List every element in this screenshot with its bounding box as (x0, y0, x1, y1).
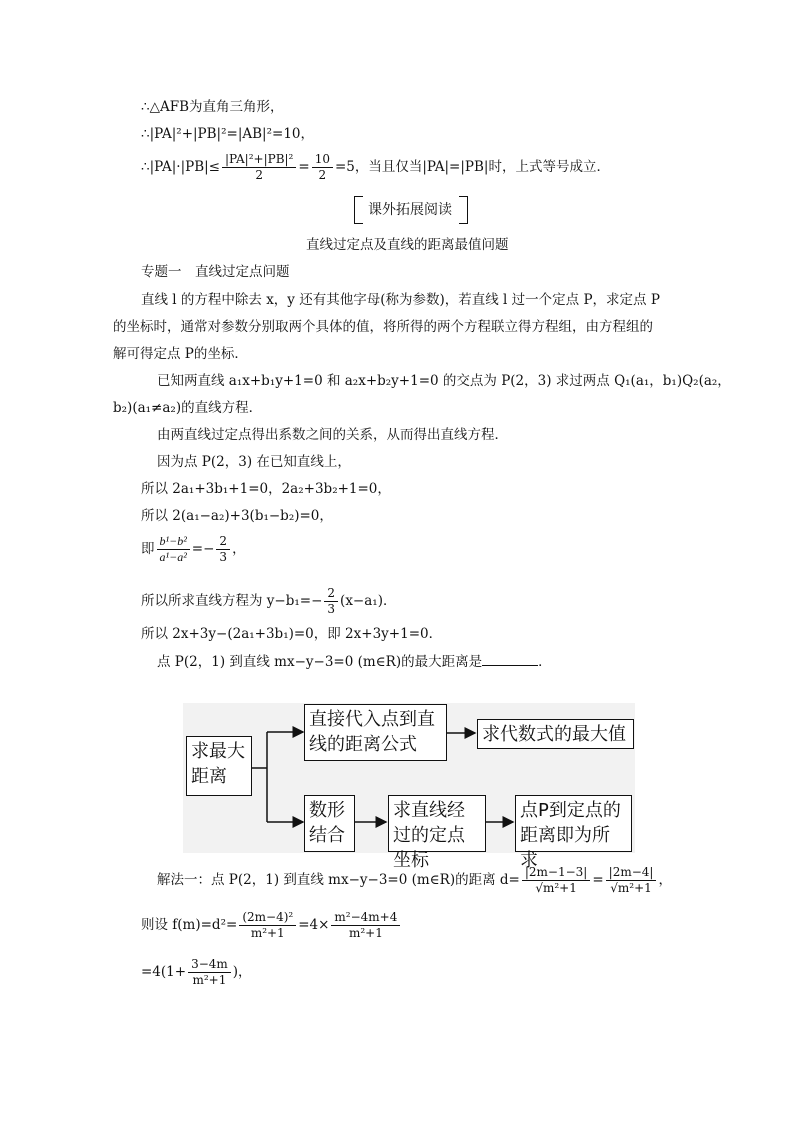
flow-start-box: 求最大距离 (186, 736, 252, 796)
ineq-equals: = (298, 159, 310, 175)
function-num-1: (2m−4)² (239, 910, 296, 926)
extension-reading-label (354, 196, 468, 224)
simplified-num: 3−4m (188, 957, 231, 973)
example-line-1: 已知两直线 a₁x+b₁y+1=0 和 a₂x+b₂y+1=0 的交点为 P(2，3) 求过两点 Q₁(a₁，b₁)Q₂(a₂， (157, 373, 731, 389)
ineq-prefix: ∴|PA|·|PB|≤ (141, 159, 220, 175)
flow-fixed-point-box: 求直线经过的定点坐标 (388, 795, 486, 852)
step4-fraction-2 (216, 534, 230, 565)
distance-den-2: √m²+1 (610, 881, 652, 895)
distance-equals: = (592, 872, 604, 888)
step5-suffix: (x−a₁)． (340, 593, 397, 609)
step5-den: 3 (327, 602, 336, 616)
simplified-line (141, 954, 252, 990)
line-triangle: ∴△AFB为直角三角形， (141, 99, 284, 115)
distance-num-1: |2m−1−3| (522, 865, 590, 881)
solution-step-2: 所以 2a₁+3b₁+1=0，2a₂+3b₂+1=0， (141, 481, 391, 497)
function-equals: =4× (298, 917, 330, 933)
paragraph-line-2: 的坐标时，通常对参数分别取两个具体的值，将所得的两个方程联立得方程组，由方程组的 (113, 319, 653, 335)
step5-num: 2 (324, 586, 338, 602)
distance-den-1: √m²+1 (535, 881, 577, 895)
line-inequality (141, 150, 610, 184)
ineq-fraction-2 (312, 152, 333, 183)
topic-heading: 专题一 直线过定点问题 (141, 264, 290, 280)
right-bracket (459, 196, 468, 224)
ineq-den-2: 2 (318, 168, 327, 182)
simplified-den: m²+1 (192, 973, 227, 987)
method-one-prefix: 解法一：点 P(2，1) 到直线 mx−y−3=0 (m∈R)的距离 d= (157, 872, 520, 888)
function-fraction-2 (331, 910, 400, 941)
question-text: 点 P(2，1) 到直线 mx−y−3=0 (m∈R)的最大距离是 (157, 654, 483, 670)
distance-num-2: |2m−4| (606, 865, 657, 881)
flow-direct-formula-box: 直接代入点到直线的距离公式 (304, 704, 447, 761)
step5-prefix: 所以所求直线方程为 y−b₁=− (141, 593, 323, 609)
question-line (157, 651, 552, 672)
step4-den-2: 3 (219, 550, 228, 564)
flow-distance-box: 点P到定点的距离即为所求 (515, 795, 632, 852)
method-one-suffix: ， (658, 872, 672, 888)
function-den-1: m²+1 (250, 926, 285, 940)
section-title: 直线过定点及直线的距离最值问题 (306, 237, 509, 253)
function-fraction-1 (239, 910, 296, 941)
function-line (141, 907, 402, 943)
left-bracket (354, 196, 363, 224)
function-den-2: m²+1 (348, 926, 383, 940)
simplified-fraction (188, 957, 231, 988)
simplified-prefix: =4(1+ (141, 964, 187, 980)
ineq-num-1: |PA|²+|PB|² (222, 152, 296, 168)
solution-step-4 (141, 532, 246, 566)
solution-step-1: 因为点 P(2，3) 在已知直线上， (157, 454, 351, 470)
ineq-num-2: 10 (312, 152, 333, 168)
step4-num-2: 2 (216, 534, 230, 550)
extension-reading-text: 课外拓展阅读 (368, 202, 452, 218)
solution-step-6: 所以 2x+3y−(2a₁+3b₁)=0，即 2x+3y+1=0． (141, 626, 443, 642)
distance-fraction-1 (522, 865, 590, 896)
distance-fraction-2 (606, 865, 657, 896)
flow-max-value-box: 求代数式的最大值 (477, 719, 634, 749)
step4-suffix: ， (232, 541, 246, 557)
flow-geometry-box: 数形结合 (304, 795, 355, 852)
ineq-fraction-1 (222, 152, 296, 183)
solution-flowchart (183, 703, 635, 871)
ineq-suffix: =5，当且仅当|PA|=|PB|时，上式等号成立． (334, 159, 610, 175)
step5-fraction (324, 586, 338, 617)
line-pythagoras: ∴|PA|²+|PB|²=|AB|²=10， (141, 126, 314, 142)
answer-blank (482, 651, 538, 666)
step4-prefix: 即 (141, 541, 155, 557)
step4-fraction-1 (157, 534, 190, 565)
question-end: ． (538, 654, 552, 670)
step4-equals: =− (191, 541, 215, 557)
example-line-2: b₂)(a₁≠a₂)的直线方程． (113, 400, 263, 416)
function-prefix: 则设 f(m)=d²= (141, 917, 238, 933)
paragraph-line-1: 直线 l 的方程中除去 x，y 还有其他字母(称为参数)，若直线 l 过一个定点 P，求定点 P (141, 292, 660, 308)
solution-step-3: 所以 2(a₁−a₂)+3(b₁−b₂)=0， (141, 508, 333, 524)
simplified-suffix: )， (232, 964, 252, 980)
step4-num-1: b¹−b² (157, 534, 190, 550)
method-one-line (157, 862, 672, 898)
ineq-den-1: 2 (255, 168, 263, 182)
solution-step-5 (141, 584, 396, 618)
step4-den-1: a¹−a² (159, 550, 187, 564)
paragraph-line-3: 解可得定点 P的坐标． (113, 346, 248, 362)
analysis-line: 由两直线过定点得出系数之间的关系，从而得出直线方程． (157, 427, 508, 443)
function-num-2: m²−4m+4 (331, 910, 400, 926)
